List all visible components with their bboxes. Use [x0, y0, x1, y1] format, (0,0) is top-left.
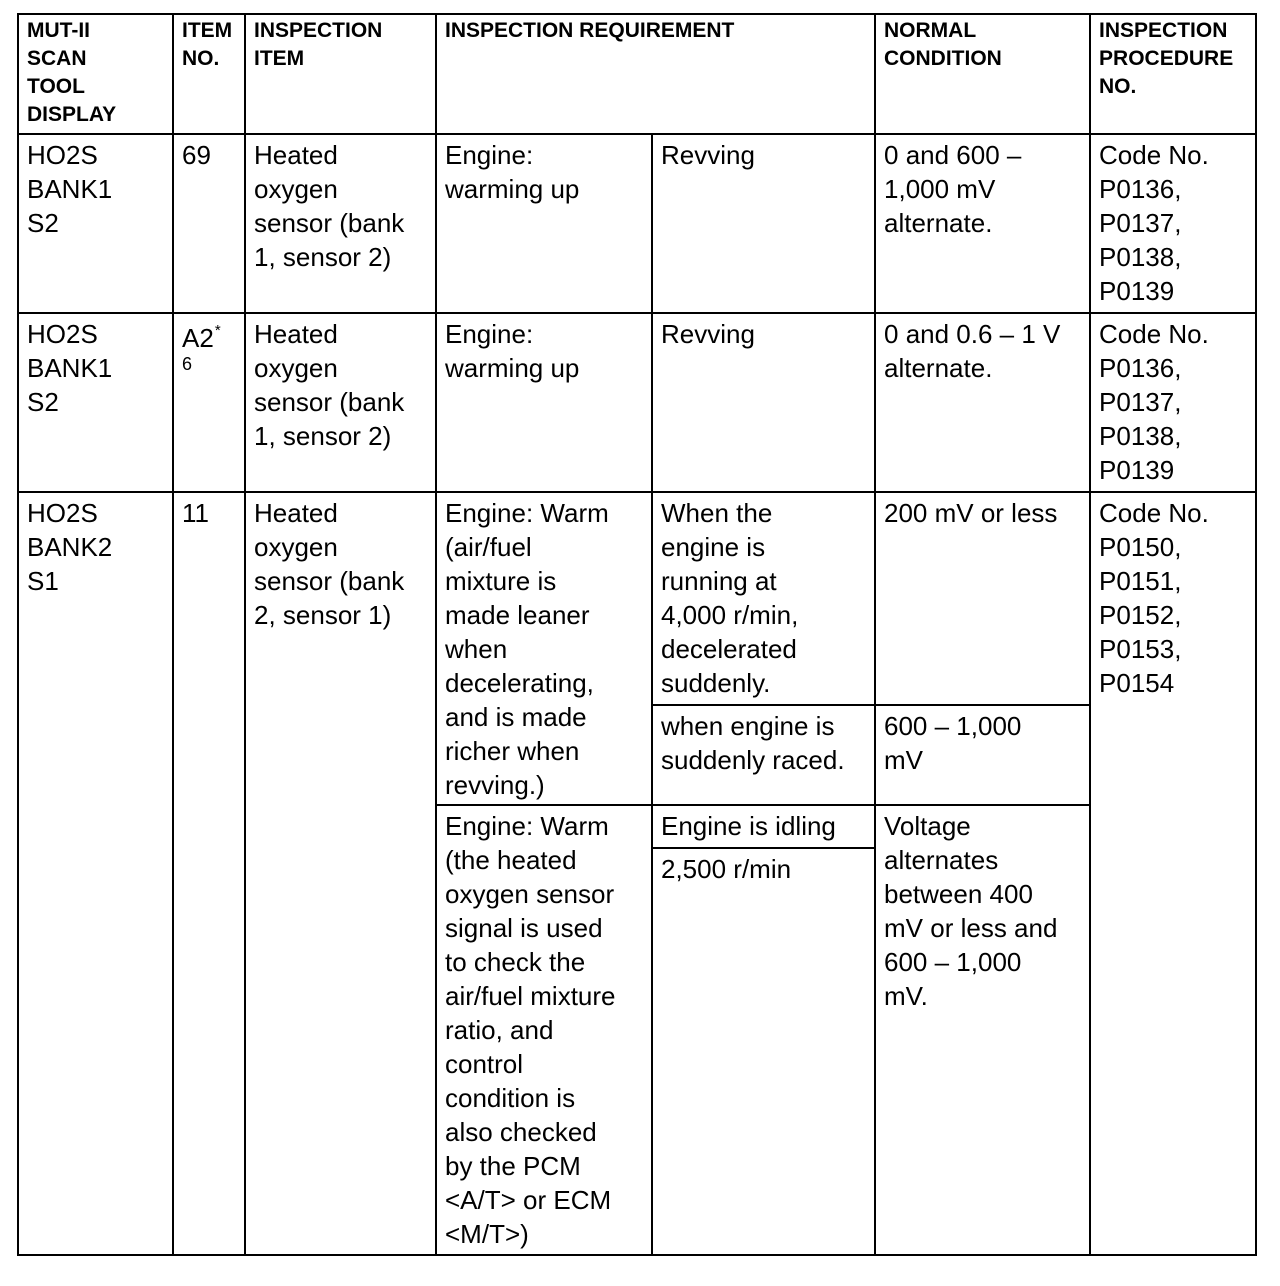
inspection-item-cell: Heated oxygen sensor (bank 1, sensor 2)	[245, 134, 436, 313]
procedure-cell: Code No. P0136, P0137, P0138, P0139	[1090, 313, 1256, 492]
table-row	[18, 492, 1256, 705]
condition-cell: when engine is suddenly raced.	[652, 705, 875, 805]
header-scan-tool-display: MUT-II SCAN TOOL DISPLAY	[18, 14, 173, 134]
display-cell: HO2S BANK1 S2	[18, 134, 173, 313]
document-page	[17, 13, 1257, 1256]
condition-cell: When the engine is running at 4,000 r/min, decelerated suddenly.	[652, 492, 875, 705]
normal-condition-cell: 0 and 0.6 – 1 V alternate.	[875, 313, 1090, 492]
header-procedure-no: INSPECTION PROCEDURE NO.	[1090, 14, 1256, 134]
item-no-cell: 69	[173, 134, 245, 313]
table-row	[18, 134, 1256, 313]
normal-condition-cell: 0 and 600 – 1,000 mV alternate.	[875, 134, 1090, 313]
item-no-cell	[173, 313, 245, 492]
procedure-cell: Code No. P0136, P0137, P0138, P0139	[1090, 134, 1256, 313]
procedure-cell: Code No. P0150, P0151, P0152, P0153, P0154	[1090, 492, 1256, 1255]
header-normal-condition: NORMAL CONDITION	[875, 14, 1090, 134]
header-row	[18, 14, 1256, 134]
normal-condition-cell: Voltage alternates between 400 mV or less and 600 – 1,000 mV.	[875, 805, 1090, 1255]
requirement-cell: Engine: warming up	[436, 134, 652, 313]
requirement-cell: Engine: warming up	[436, 313, 652, 492]
requirement-cell: Engine: Warm (air/fuel mixture is made leaner when decelerating, and is made richer when revving.)	[436, 492, 652, 805]
condition-cell: Revving	[652, 134, 875, 313]
display-cell: HO2S BANK1 S2	[18, 313, 173, 492]
requirement-cell: Engine: Warm (the heated oxygen sensor signal is used to check the air/fuel mixture ratio, and control condition is also checked by the PCM <A/T> or ECM <M/T>)	[436, 805, 652, 1255]
normal-condition-cell: 200 mV or less	[875, 492, 1090, 705]
inspection-item-cell: Heated oxygen sensor (bank 1, sensor 2)	[245, 313, 436, 492]
normal-condition-cell: 600 – 1,000 mV	[875, 705, 1090, 805]
condition-cell: Engine is idling	[652, 805, 875, 848]
header-item-no: ITEM NO.	[173, 14, 245, 134]
table-row	[18, 313, 1256, 492]
item-no-cell: 11	[173, 492, 245, 1255]
condition-cell: 2,500 r/min	[652, 848, 875, 1255]
inspection-table	[17, 13, 1257, 1256]
condition-cell: Revving	[652, 313, 875, 492]
item-no: A2* 6	[182, 322, 221, 374]
display-cell: HO2S BANK2 S1	[18, 492, 173, 1255]
header-inspection-item: INSPECTION ITEM	[245, 14, 436, 134]
header-inspection-requirement: INSPECTION REQUIREMENT	[436, 14, 875, 134]
inspection-item-cell: Heated oxygen sensor (bank 2, sensor 1)	[245, 492, 436, 1255]
